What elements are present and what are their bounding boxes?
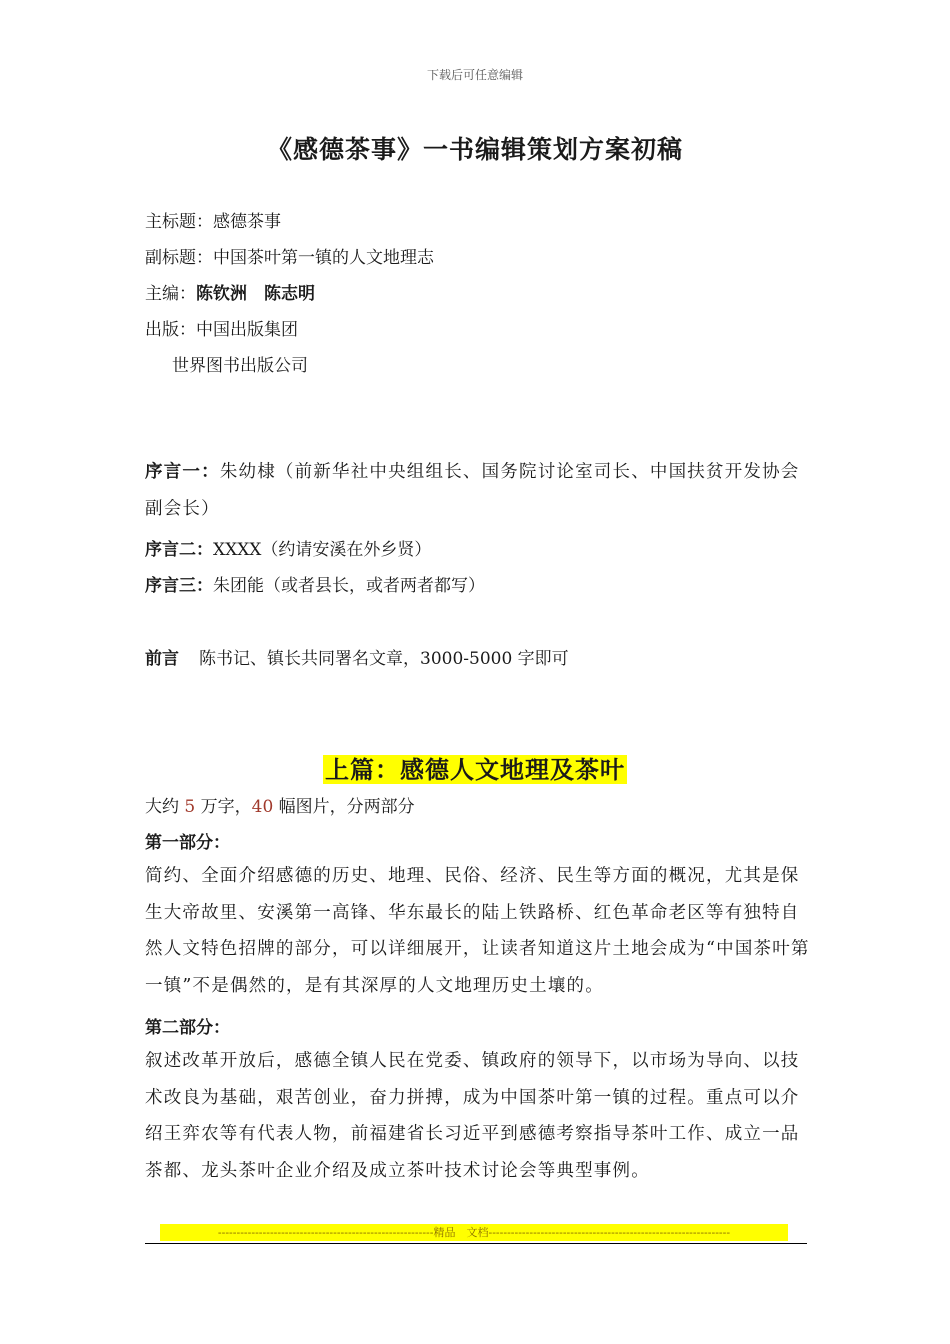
- foreword-text: 陈书记、镇长共同署名文章，3000-5000 字即可: [199, 649, 569, 669]
- preface-1-label: 序言一：: [145, 462, 220, 482]
- part-2-label: 第二部分：: [145, 1018, 230, 1038]
- publisher-line-2: 世界图书出版公司: [172, 356, 308, 376]
- foreword-label: 前言: [145, 649, 179, 669]
- header-note: 下载后可任意编辑: [426, 68, 523, 82]
- part-1-paragraph: 简约、全面介绍感德的历史、地理、民俗、经济、民生等方面的概况，尤其是保生大帝故里、安溪第一高锋、华东最长的陆上铁路桥、红色革命老区等有独特自然人文特色招牌的部分，可以详细展开，让读者知道这片土地会成为“中国茶叶第一镇”不是偶然的，是有其深厚的人文地理历史土壤的。: [145, 866, 810, 996]
- document-title: 《感德茶事》一书编辑策划方案初稿: [266, 135, 683, 164]
- word-count-value: 5: [184, 797, 196, 817]
- part-1-label: 第一部分：: [145, 833, 230, 853]
- foreword: [145, 644, 569, 669]
- preface-2-text: XXXX（约请安溪在外乡贤）: [213, 540, 432, 560]
- main-title-line: 主标题：感德茶事: [145, 212, 281, 232]
- summary-text-b: 万字，: [195, 797, 252, 817]
- footer-rule: [145, 1243, 807, 1244]
- footer-text: ----------------------------------------------------------精品 文档-----------------------------------------------------------------: [217, 1226, 731, 1239]
- section-title: 上篇：感德人文地理及茶叶: [325, 755, 625, 784]
- subtitle-line: 副标题：中国茶叶第一镇的人文地理志: [145, 248, 434, 268]
- section-summary: [145, 792, 415, 817]
- preface-3: [145, 571, 485, 596]
- preface-3-text: 朱团能（或者县长，或者两者都写）: [213, 576, 485, 596]
- preface-3-label: 序言三：: [145, 576, 213, 596]
- summary-text-c: 幅图片，分两部分: [273, 797, 415, 817]
- publisher-line: 出版：中国出版集团: [145, 320, 298, 340]
- editor-line: [145, 279, 315, 304]
- preface-2-label: 序言二：: [145, 540, 213, 560]
- preface-2: [145, 535, 431, 560]
- section-heading: [0, 750, 950, 785]
- image-count-value: 40: [251, 797, 274, 817]
- editor-names: 陈钦洲 陈志明: [196, 284, 315, 304]
- preface-1-text: 朱幼棣（前新华社中央组组长、国务院讨论室司长、中国扶贫开发协会副会长）: [145, 462, 800, 519]
- summary-text-a: 大约: [145, 797, 185, 817]
- preface-1: [145, 454, 810, 527]
- part-2-paragraph: 叙述改革开放后，感德全镇人民在党委、镇政府的领导下，以市场为导向、以技术改良为基础，艰苦创业，奋力拼搏，成为中国茶叶第一镇的过程。重点可以介绍王弈农等有代表人物，前福建省长习近平到感德考察指导茶叶工作、成立一品茶都、龙头茶叶企业介绍及成立茶叶技术讨论会等典型事例。: [145, 1051, 800, 1181]
- editor-label: 主编：: [145, 284, 196, 304]
